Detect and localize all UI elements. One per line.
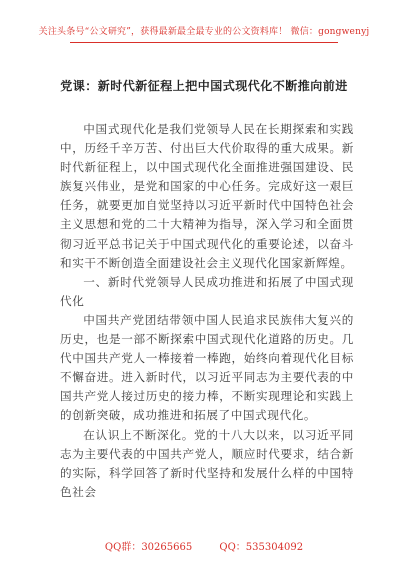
section-heading-1: 一、新时代党领导人民成功推进和拓展了中国式现代化: [60, 274, 354, 308]
paragraph-understanding: 在认识上不断深化。党的十八大以来，以习近平同志为主要代表的中国共产党人，顺应时代要求，结合新的实际，科学回答了新时代坚持和发展什么样的中国特色社会: [60, 427, 354, 499]
document-body: [60, 120, 354, 502]
header-banner: 关注头条号“公文研究”，获得最新最全最专业的公文资料库！ 微信：gongwenyj: [38, 27, 370, 37]
paragraph-intro: 中国式现代化是我们党领导人民在长期探索和实践中，历经千辛万苦、付出巨大代价取得的重大成果。新时代新征程上，以中国式现代化全面推进强国建设、民族复兴伟业，是党和国家的中心任务。完成好这一艰巨任务，就要更加自觉坚持以习近平新时代中国特色社会主义思想和党的二十大精神为指导，深入学习和全面贯彻习近平总书记关于中国式现代化的重要论述，以奋斗和实干不断创造全面建设社会主义现代化国家新辉煌。: [60, 122, 354, 270]
document-title: 党课：新时代新征程上把中国式现代化不断推向前进: [60, 79, 348, 93]
header-divider: [70, 42, 338, 43]
footer-qq-group: QQ群：30265665: [104, 542, 193, 553]
footer-qq: QQ：535304092: [219, 542, 304, 553]
footer-contacts: [0, 538, 408, 553]
paragraph-history: 中国共产党团结带领中国人民追求民族伟大复兴的历史，也是一部不断探索中国式现代化道路的历史。几代中国共产党人一棒接着一棒跑，始终向着现代化目标不懈奋进。进入新时代，以习近平同志为主要代表的中国共产党人接过历史的接力棒，不断实现理论和实践上的创新突破，成功推进和拓展了中国式现代化。: [60, 312, 354, 423]
